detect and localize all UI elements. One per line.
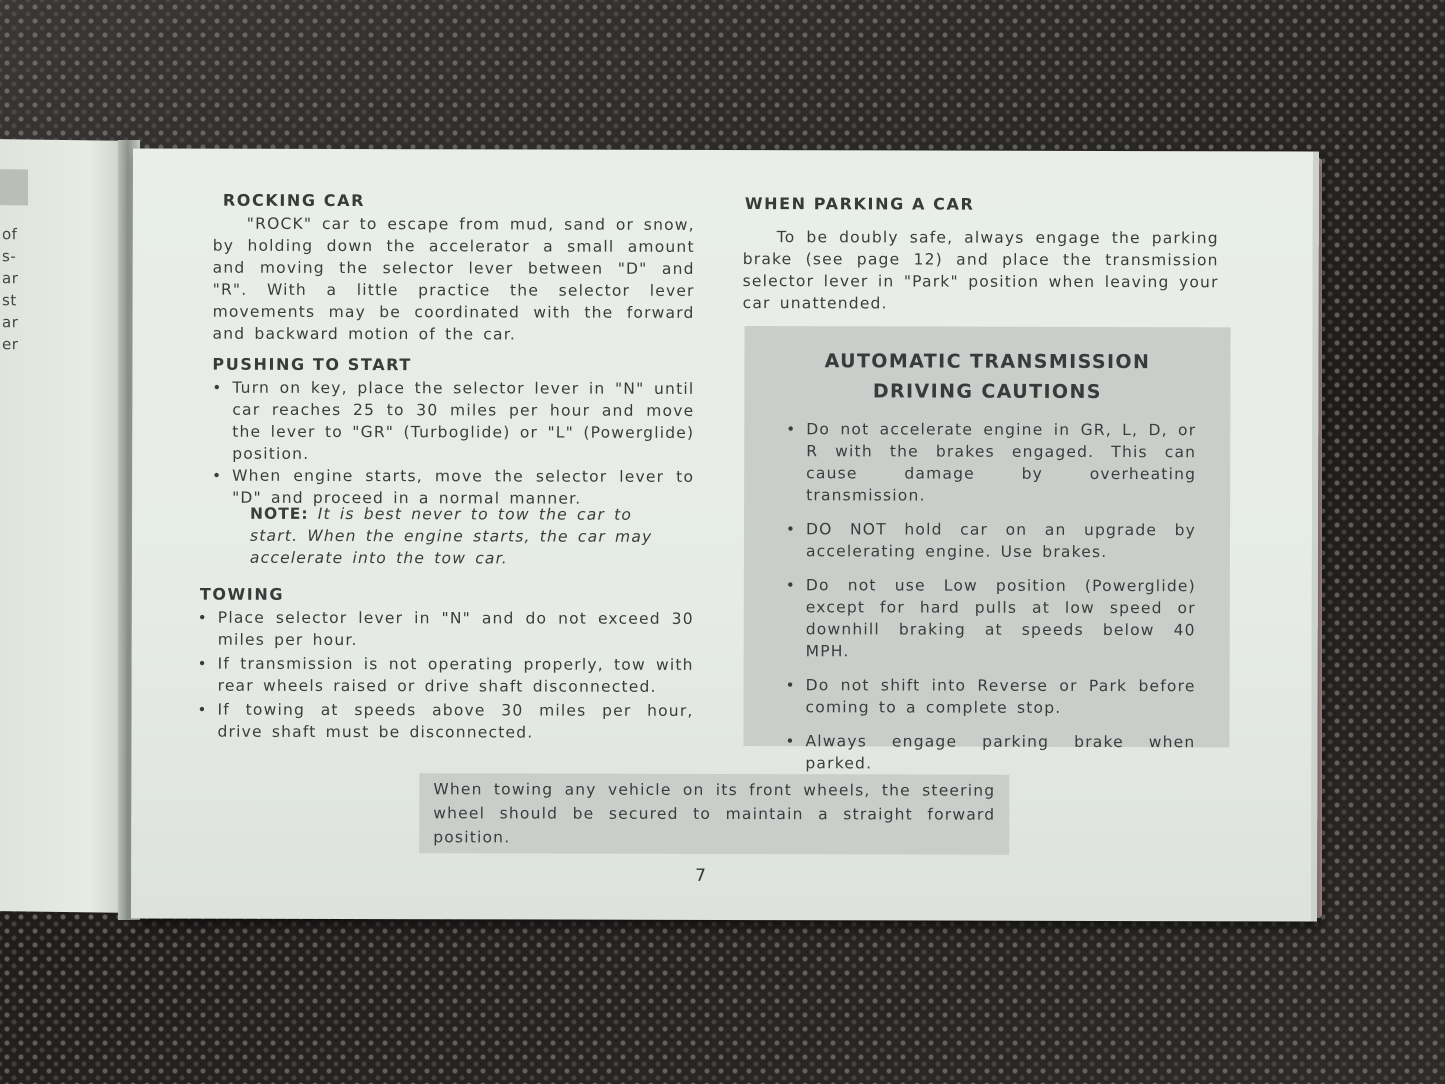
left-text-fragment: of — [2, 225, 18, 244]
list-item — [783, 730, 1195, 775]
list-item-text: If transmission is not operating properly, tow with rear wheels raised or drive shaft disconnected. — [217, 654, 694, 696]
list-item-text: Place selector lever in "N" and do not exceed 30 miles per hour. — [217, 608, 694, 650]
bullet: • — [785, 732, 796, 751]
note-text: It is best never to tow the car to start. When the engine starts, the car may accelerate into the tow car. — [249, 504, 653, 568]
list-item-text: Turn on key, place the selector lever in "N" until car reaches 25 to 30 miles per hour and move the lever to "GR" (Turboglide) or "L" (Powerglide) position. — [232, 378, 695, 463]
list-item — [196, 653, 694, 698]
left-page-tab — [0, 169, 28, 205]
parking-heading: WHEN PARKING A CAR — [744, 194, 975, 214]
pushing-to-start-heading: PUSHING TO START — [212, 354, 412, 375]
list-item-text: If towing at speeds above 30 miles per hour, drive shaft must be disconnected. — [217, 700, 694, 742]
list-item — [784, 574, 1196, 663]
towing-list — [195, 607, 693, 744]
bullet: • — [785, 676, 796, 695]
note — [250, 503, 658, 570]
bullet: • — [786, 420, 797, 439]
pushing-to-start-list — [210, 377, 694, 510]
list-item — [784, 674, 1196, 719]
rocking-car-body: "ROCK" car to escape from mud, sand or snow, by holding down the accelerator a small amount and moving the selector lever between "D" and "R". With a little practice the selector lever movements may be coordinated with the forward and backward motion of the car. — [212, 214, 695, 344]
left-text-fragment: er — [2, 335, 19, 354]
page-number: 7 — [695, 865, 706, 886]
left-text-fragment: ar — [2, 269, 19, 288]
cautions-list — [783, 418, 1196, 787]
list-item-text: When engine starts, move the selector lever to "D" and proceed in a normal manner. — [232, 466, 695, 508]
towing-heading: TOWING — [199, 584, 285, 604]
tow-notice-box: When towing any vehicle on its front wheels, the steering wheel should be secured to maintain a straight forward position. — [419, 773, 1009, 855]
parking-body: To be doubly safe, always engage the parking brake (see page 12) and place the transmission selector lever in "Park" position when leaving your car unattended. — [742, 228, 1219, 313]
list-item — [196, 607, 694, 652]
left-text-fragment: ar — [2, 313, 19, 332]
left-text-fragment: st — [2, 291, 17, 310]
left-text-fragment: s- — [2, 247, 17, 266]
bullet: • — [197, 608, 208, 627]
note-label: NOTE: — [250, 504, 309, 523]
bullet: • — [212, 466, 223, 485]
bullet: • — [212, 378, 223, 397]
list-item-text: Do not use Low position (Powerglide) except for hard pulls at low speed or downhill braking at speeds below 40 MPH. — [805, 576, 1196, 661]
list-item-text: Always engage parking brake when parked. — [805, 732, 1196, 773]
list-item-text: Do not shift into Reverse or Park before coming to a complete stop. — [805, 676, 1196, 717]
bullet: • — [197, 654, 208, 673]
left-page — [0, 139, 128, 913]
list-item — [210, 377, 694, 466]
rocking-car-heading: ROCKING CAR — [222, 190, 366, 211]
list-item-text: Do not accelerate engine in GR, L, D, or R with the brakes engaged. This can cause damage by overheating transmission. — [806, 420, 1197, 505]
list-item — [784, 418, 1196, 507]
list-item — [195, 699, 693, 744]
list-item-text: DO NOT hold car on an upgrade by accelerating engine. Use brakes. — [805, 520, 1197, 562]
bullet: • — [197, 700, 208, 719]
bullet: • — [785, 520, 797, 539]
cautions-title-line2: DRIVING CAUTIONS — [872, 380, 1102, 403]
cautions-title-line1: AUTOMATIC TRANSMISSION — [824, 350, 1151, 374]
bullet: • — [785, 576, 796, 595]
list-item — [784, 518, 1196, 563]
driving-cautions-box — [743, 326, 1230, 773]
manual-page — [131, 148, 1319, 921]
